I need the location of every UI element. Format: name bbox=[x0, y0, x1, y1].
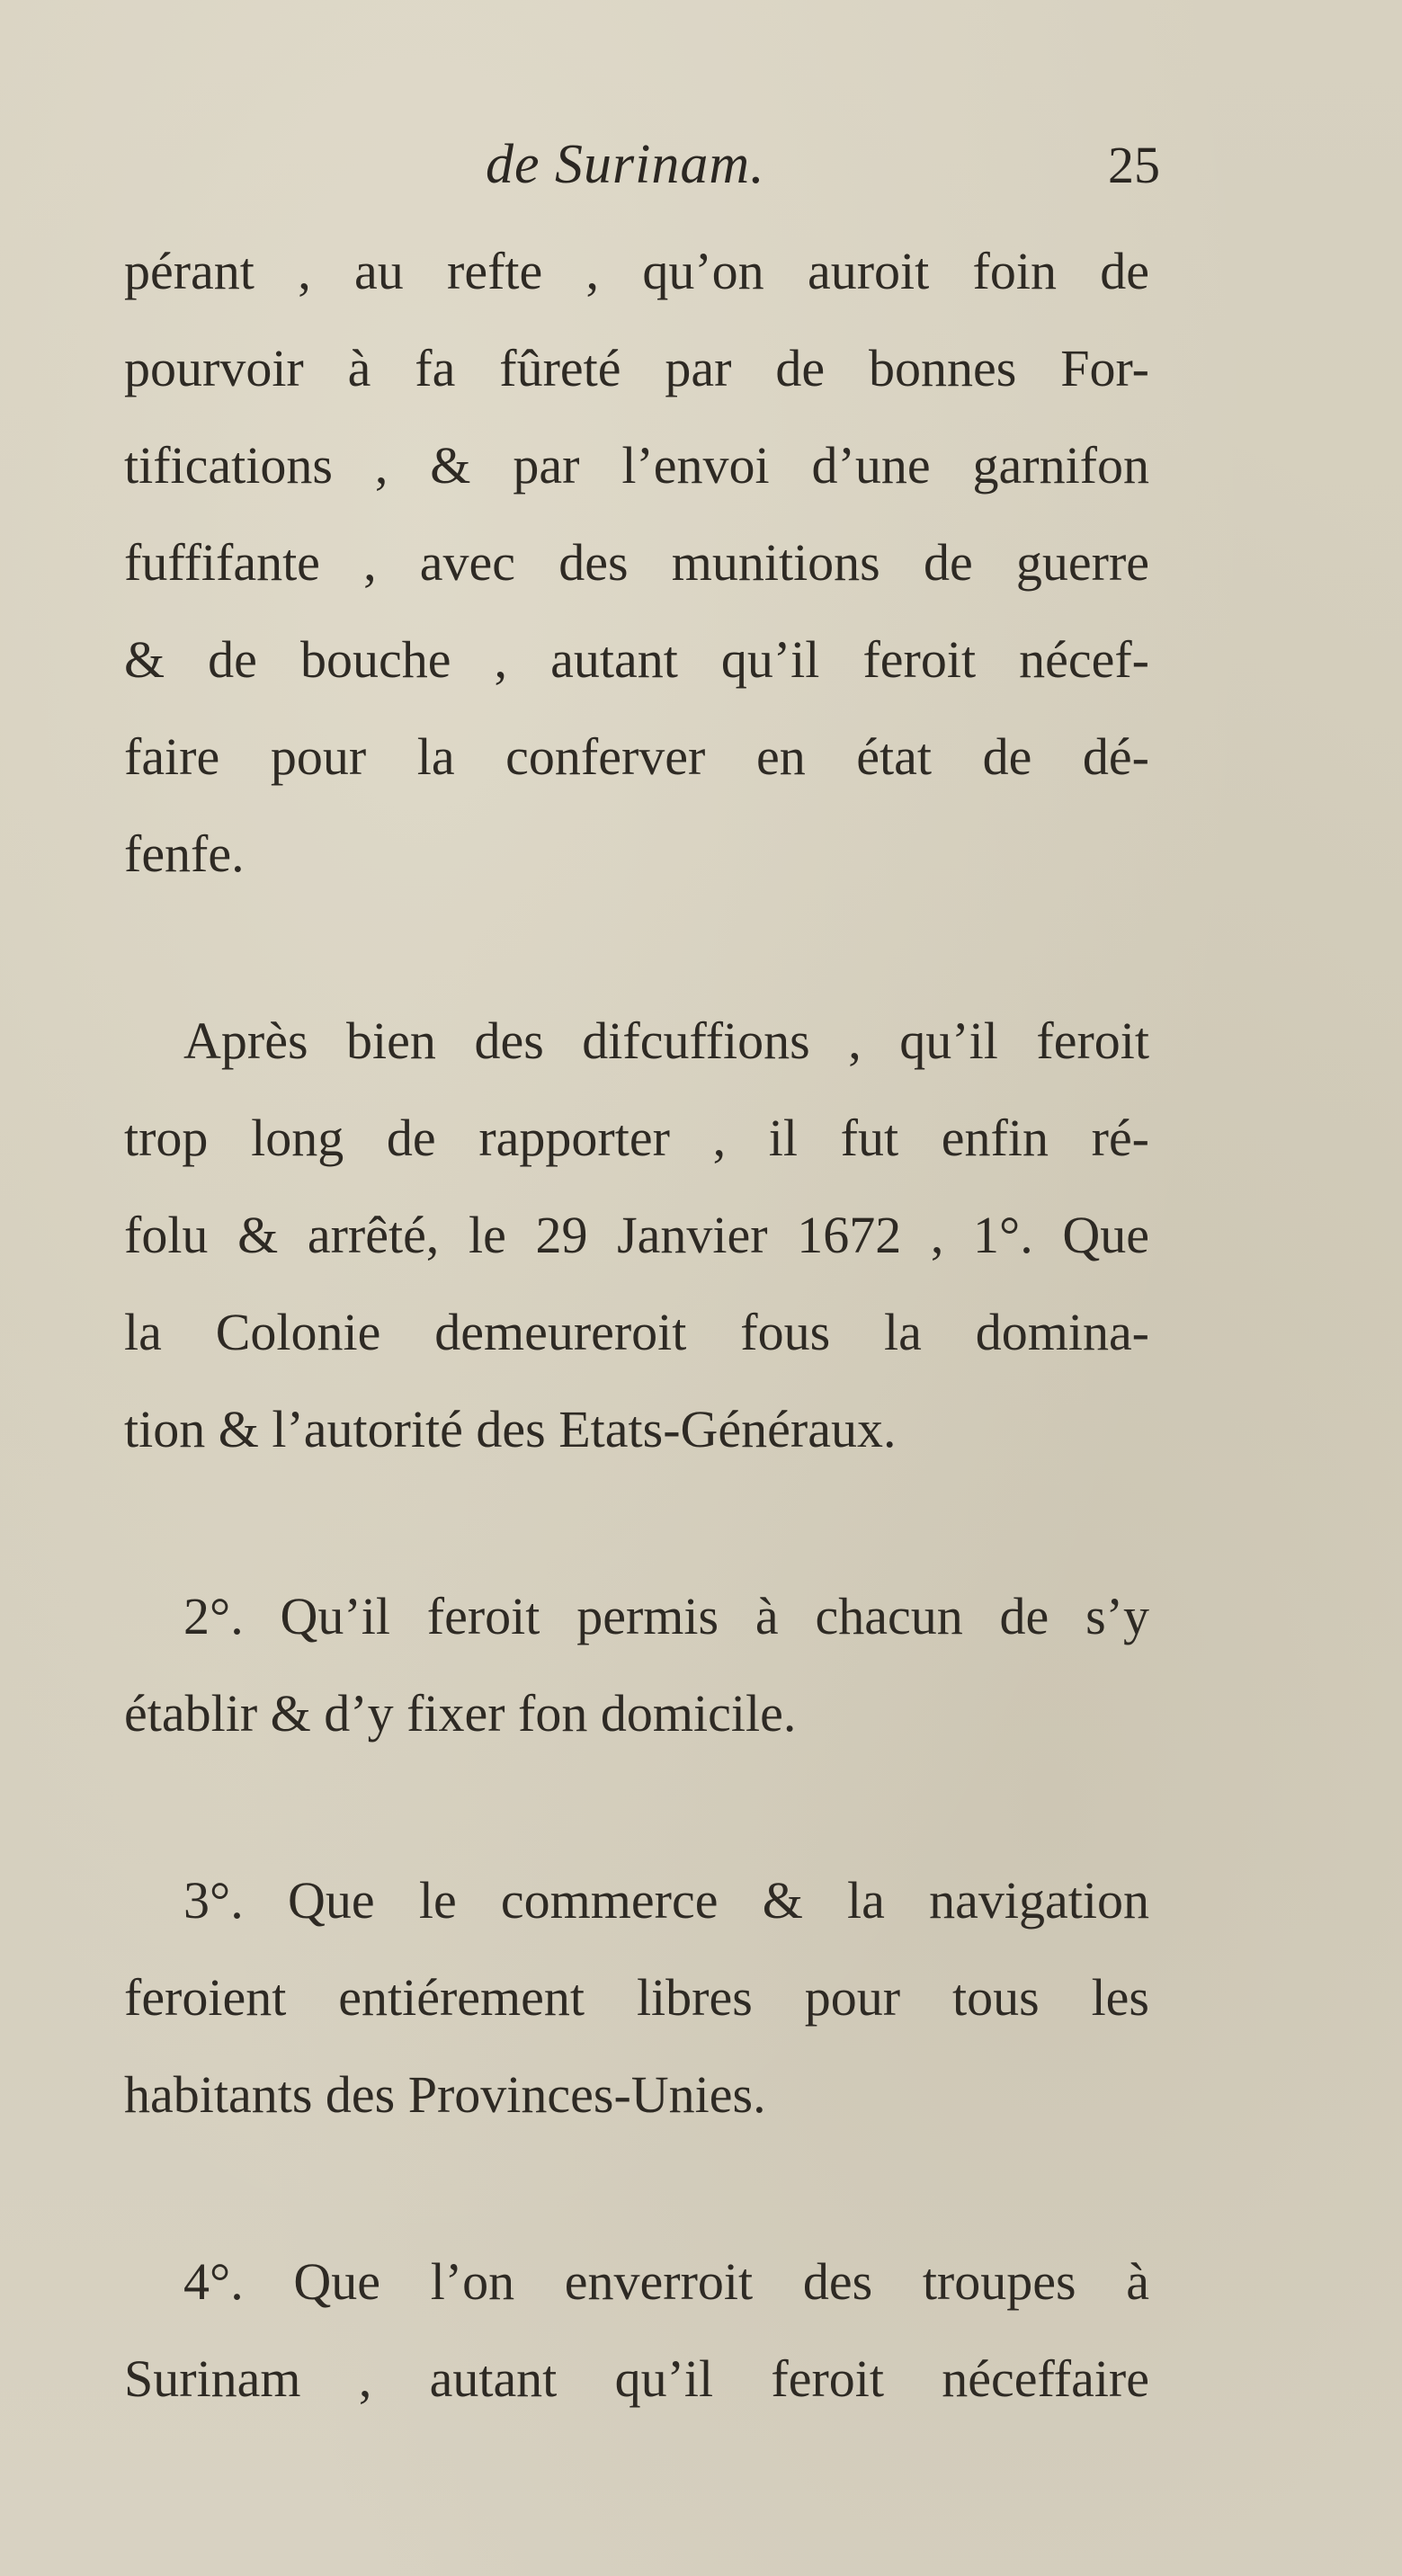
text-line: tifications , & par l’envoi d’une garnifon bbox=[124, 436, 1149, 495]
text-line: Après bien des difcuffions , qu’il feroit bbox=[183, 1012, 1149, 1070]
text-line: trop long de rapporter , il fut enfin ré- bbox=[124, 1109, 1149, 1167]
text-line: Surinam , autant qu’il feroit néceffaire bbox=[124, 2349, 1149, 2408]
text-line: feroient entiérement libres pour tous les bbox=[124, 1968, 1149, 2027]
paragraph bbox=[124, 223, 1149, 903]
text-line: 4°. Que l’on enverroit des troupes à bbox=[183, 2252, 1149, 2311]
text-line: pourvoir à fa fûreté par de bonnes For- bbox=[124, 339, 1149, 397]
paragraph bbox=[124, 993, 1149, 1478]
text-line: 3°. Que le commerce & la navigation bbox=[183, 1871, 1149, 1930]
running-title: de Surinam. bbox=[486, 134, 765, 195]
text-line: fenfe. bbox=[124, 824, 245, 883]
paragraph bbox=[124, 1852, 1149, 2144]
text-line: tion & l’autorité des Etats-Généraux. bbox=[124, 1400, 897, 1458]
paragraph-gap bbox=[124, 903, 1149, 993]
paragraph bbox=[124, 2233, 1149, 2428]
text-line: 2°. Qu’il feroit permis à chacun de s’y bbox=[183, 1587, 1149, 1645]
paragraph bbox=[124, 1568, 1149, 1762]
body-text bbox=[124, 223, 1149, 2428]
text-line: habitants des Provinces-Unies. bbox=[124, 2065, 766, 2124]
paragraph-gap bbox=[124, 1762, 1149, 1852]
running-head bbox=[486, 133, 1160, 205]
text-line: fuffifante , avec des munitions de guerre bbox=[124, 533, 1149, 592]
text-line: & de bouche , autant qu’il feroit nécef- bbox=[124, 630, 1149, 689]
text-line: folu & arrêté, le 29 Janvier 1672 , 1°. Que bbox=[124, 1206, 1149, 1264]
page-number: 25 bbox=[1108, 136, 1160, 194]
text-line: faire pour la conferver en état de dé- bbox=[124, 727, 1149, 786]
text-line: établir & d’y fixer fon domicile. bbox=[124, 1684, 797, 1743]
text-line: la Colonie demeureroit fous la domina- bbox=[124, 1303, 1149, 1361]
text-line: pérant , au refte , qu’on auroit foin de bbox=[124, 242, 1149, 300]
paragraph-gap bbox=[124, 2144, 1149, 2233]
paragraph-gap bbox=[124, 1478, 1149, 1568]
